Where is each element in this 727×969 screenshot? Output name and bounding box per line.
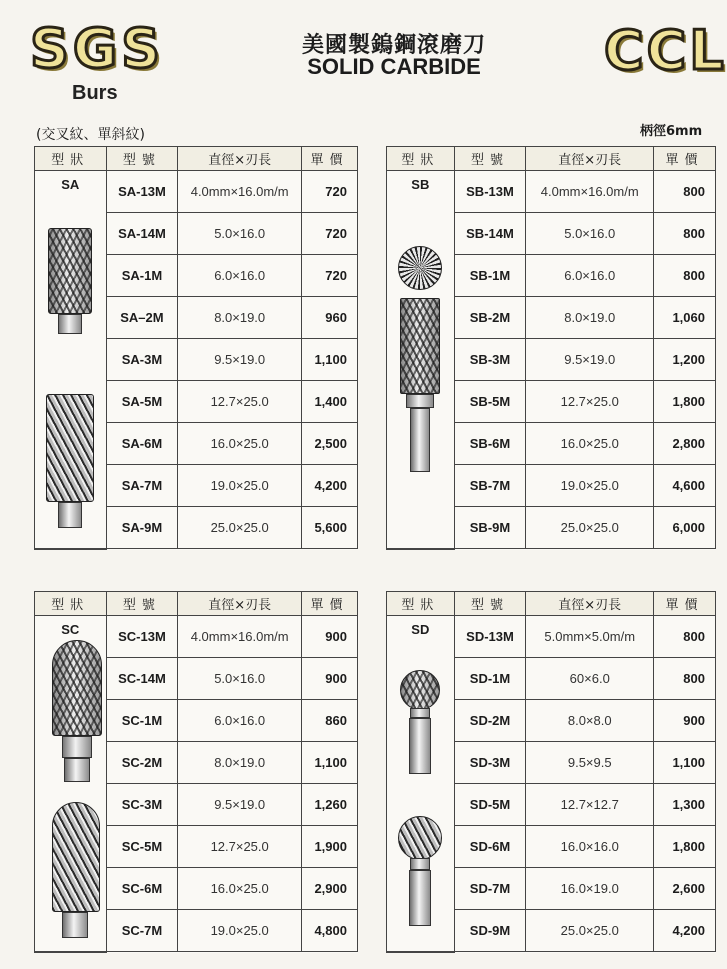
col-shape: 型狀 bbox=[35, 592, 107, 616]
shape-code: SA bbox=[61, 177, 80, 192]
price-cell: 800 bbox=[654, 255, 716, 297]
cylindrical-end-cut-bur-icon bbox=[396, 298, 444, 474]
table-row bbox=[35, 171, 358, 213]
model-cell: SB-3M bbox=[454, 339, 526, 381]
col-shape: 型狀 bbox=[387, 147, 455, 171]
dimension-cell: 4.0mm×16.0m/m bbox=[178, 171, 302, 213]
model-cell: SC-2M bbox=[106, 742, 178, 784]
col-model: 型號 bbox=[454, 147, 526, 171]
col-shape: 型狀 bbox=[387, 592, 455, 616]
dimension-cell: 9.5×9.5 bbox=[526, 742, 654, 784]
dimension-cell: 25.0×25.0 bbox=[526, 910, 654, 952]
dimension-cell: 5.0×16.0 bbox=[178, 213, 302, 255]
dimension-cell: 19.0×25.0 bbox=[526, 465, 654, 507]
model-cell: SA-14M bbox=[106, 213, 178, 255]
model-cell: SC-14M bbox=[106, 658, 178, 700]
page-title-chinese: 美國製鎢鋼滾磨刀 bbox=[301, 33, 486, 58]
price-cell: 2,900 bbox=[302, 868, 358, 910]
price-cell: 800 bbox=[654, 616, 716, 658]
price-cell: 960 bbox=[302, 297, 358, 339]
price-cell: 1,800 bbox=[654, 381, 716, 423]
dimension-cell: 16.0×25.0 bbox=[526, 423, 654, 465]
model-cell: SD-13M bbox=[454, 616, 526, 658]
price-cell: 900 bbox=[302, 616, 358, 658]
dimension-cell: 4.0mm×16.0m/m bbox=[526, 171, 654, 213]
model-cell: SC-7M bbox=[106, 910, 178, 952]
model-cell: SD-9M bbox=[454, 910, 526, 952]
model-cell: SC-5M bbox=[106, 826, 178, 868]
table-row bbox=[387, 171, 716, 213]
col-dimension: 直徑×刃長 bbox=[178, 592, 302, 616]
dimension-cell: 6.0×16.0 bbox=[178, 700, 302, 742]
page-title-english: SOLID CARBIDE bbox=[307, 54, 481, 79]
model-cell: SB-13M bbox=[454, 171, 526, 213]
dimension-cell: 8.0×19.0 bbox=[526, 297, 654, 339]
model-cell: SC-13M bbox=[106, 616, 178, 658]
sgs-logo: SGS bbox=[30, 17, 165, 80]
dimension-cell: 4.0mm×16.0m/m bbox=[178, 616, 302, 658]
price-cell: 1,100 bbox=[654, 742, 716, 784]
model-cell: SD-2M bbox=[454, 700, 526, 742]
price-cell: 4,800 bbox=[302, 910, 358, 952]
dimension-cell: 16.0×25.0 bbox=[178, 423, 302, 465]
dimension-cell: 8.0×19.0 bbox=[178, 742, 302, 784]
col-dimension: 直徑×刃長 bbox=[526, 592, 654, 616]
model-cell: SC-1M bbox=[106, 700, 178, 742]
price-cell: 1,800 bbox=[654, 826, 716, 868]
price-cell: 5,600 bbox=[302, 507, 358, 549]
col-model: 型號 bbox=[106, 592, 178, 616]
model-cell: SD-5M bbox=[454, 784, 526, 826]
model-cell: SA-9M bbox=[106, 507, 178, 549]
ball-bur-icon bbox=[398, 670, 446, 928]
dimension-cell: 19.0×25.0 bbox=[178, 910, 302, 952]
dimension-cell: 6.0×16.0 bbox=[526, 255, 654, 297]
price-cell: 720 bbox=[302, 255, 358, 297]
price-cell: 1,900 bbox=[302, 826, 358, 868]
dimension-cell: 16.0×16.0 bbox=[526, 826, 654, 868]
shape-code: SB bbox=[411, 177, 430, 192]
model-cell: SD-3M bbox=[454, 742, 526, 784]
price-cell: 2,500 bbox=[302, 423, 358, 465]
model-cell: SC-6M bbox=[106, 868, 178, 910]
col-price: 單價 bbox=[302, 147, 358, 171]
dimension-cell: 19.0×25.0 bbox=[178, 465, 302, 507]
table-row bbox=[387, 616, 716, 658]
dimension-cell: 12.7×25.0 bbox=[178, 826, 302, 868]
price-cell: 1,200 bbox=[654, 339, 716, 381]
col-dimension: 直徑×刃長 bbox=[178, 147, 302, 171]
price-cell: 1,260 bbox=[302, 784, 358, 826]
col-model: 型號 bbox=[106, 147, 178, 171]
dimension-cell: 9.5×19.0 bbox=[178, 339, 302, 381]
model-cell: SA-7M bbox=[106, 465, 178, 507]
model-cell: SB-6M bbox=[454, 423, 526, 465]
model-cell: SB-14M bbox=[454, 213, 526, 255]
dimension-cell: 12.7×12.7 bbox=[526, 784, 654, 826]
price-cell: 800 bbox=[654, 658, 716, 700]
model-cell: SB-1M bbox=[454, 255, 526, 297]
price-cell: 900 bbox=[654, 700, 716, 742]
ccl-logo: CCL bbox=[604, 19, 727, 82]
model-cell: SC-3M bbox=[106, 784, 178, 826]
price-cell: 6,000 bbox=[654, 507, 716, 549]
col-price: 單價 bbox=[302, 592, 358, 616]
model-cell: SD-6M bbox=[454, 826, 526, 868]
dimension-cell: 12.7×25.0 bbox=[178, 381, 302, 423]
model-cell: SA–2M bbox=[106, 297, 178, 339]
dimension-cell: 16.0×25.0 bbox=[178, 868, 302, 910]
cut-type-note: (交叉紋、單斜紋) bbox=[36, 127, 145, 143]
price-cell: 1,300 bbox=[654, 784, 716, 826]
model-cell: SB-7M bbox=[454, 465, 526, 507]
dimension-cell: 9.5×19.0 bbox=[178, 784, 302, 826]
dimension-cell: 8.0×19.0 bbox=[178, 297, 302, 339]
model-cell: SB-9M bbox=[454, 507, 526, 549]
price-cell: 2,800 bbox=[654, 423, 716, 465]
price-cell: 720 bbox=[302, 213, 358, 255]
model-cell: SA-5M bbox=[106, 381, 178, 423]
price-cell: 4,200 bbox=[302, 465, 358, 507]
price-cell: 2,600 bbox=[654, 868, 716, 910]
shape-code: SC bbox=[61, 622, 80, 637]
bur-end-view-icon bbox=[398, 246, 442, 290]
price-cell: 800 bbox=[654, 213, 716, 255]
dimension-cell: 16.0×19.0 bbox=[526, 868, 654, 910]
model-cell: SA-13M bbox=[106, 171, 178, 213]
price-cell: 4,200 bbox=[654, 910, 716, 952]
dimension-cell: 5.0mm×5.0m/m bbox=[526, 616, 654, 658]
dimension-cell: 5.0×16.0 bbox=[526, 213, 654, 255]
model-cell: SB-5M bbox=[454, 381, 526, 423]
price-cell: 1,400 bbox=[302, 381, 358, 423]
dimension-cell: 8.0×8.0 bbox=[526, 700, 654, 742]
dimension-cell: 60×6.0 bbox=[526, 658, 654, 700]
price-cell: 800 bbox=[654, 171, 716, 213]
dimension-cell: 6.0×16.0 bbox=[178, 255, 302, 297]
shape-code: SD bbox=[411, 622, 430, 637]
model-cell: SD-7M bbox=[454, 868, 526, 910]
cylindrical-bur-icon bbox=[44, 228, 96, 528]
model-cell: SA-1M bbox=[106, 255, 178, 297]
col-price: 單價 bbox=[654, 592, 716, 616]
price-cell: 720 bbox=[302, 171, 358, 213]
col-shape: 型狀 bbox=[35, 147, 107, 171]
shank-diameter-note: 柄徑6mm bbox=[640, 124, 703, 139]
price-cell: 860 bbox=[302, 700, 358, 742]
price-cell: 1,060 bbox=[654, 297, 716, 339]
price-cell: 1,100 bbox=[302, 339, 358, 381]
burs-label: Burs bbox=[72, 82, 118, 104]
dimension-cell: 25.0×25.0 bbox=[178, 507, 302, 549]
price-cell: 1,100 bbox=[302, 742, 358, 784]
col-price: 單價 bbox=[654, 147, 716, 171]
dimension-cell: 12.7×25.0 bbox=[526, 381, 654, 423]
model-cell: SA-6M bbox=[106, 423, 178, 465]
ball-nose-cylinder-bur-icon bbox=[50, 640, 104, 940]
col-dimension: 直徑×刃長 bbox=[526, 147, 654, 171]
price-cell: 900 bbox=[302, 658, 358, 700]
price-cell: 4,600 bbox=[654, 465, 716, 507]
model-cell: SB-2M bbox=[454, 297, 526, 339]
model-cell: SD-1M bbox=[454, 658, 526, 700]
dimension-cell: 9.5×19.0 bbox=[526, 339, 654, 381]
dimension-cell: 5.0×16.0 bbox=[178, 658, 302, 700]
dimension-cell: 25.0×25.0 bbox=[526, 507, 654, 549]
model-cell: SA-3M bbox=[106, 339, 178, 381]
col-model: 型號 bbox=[454, 592, 526, 616]
